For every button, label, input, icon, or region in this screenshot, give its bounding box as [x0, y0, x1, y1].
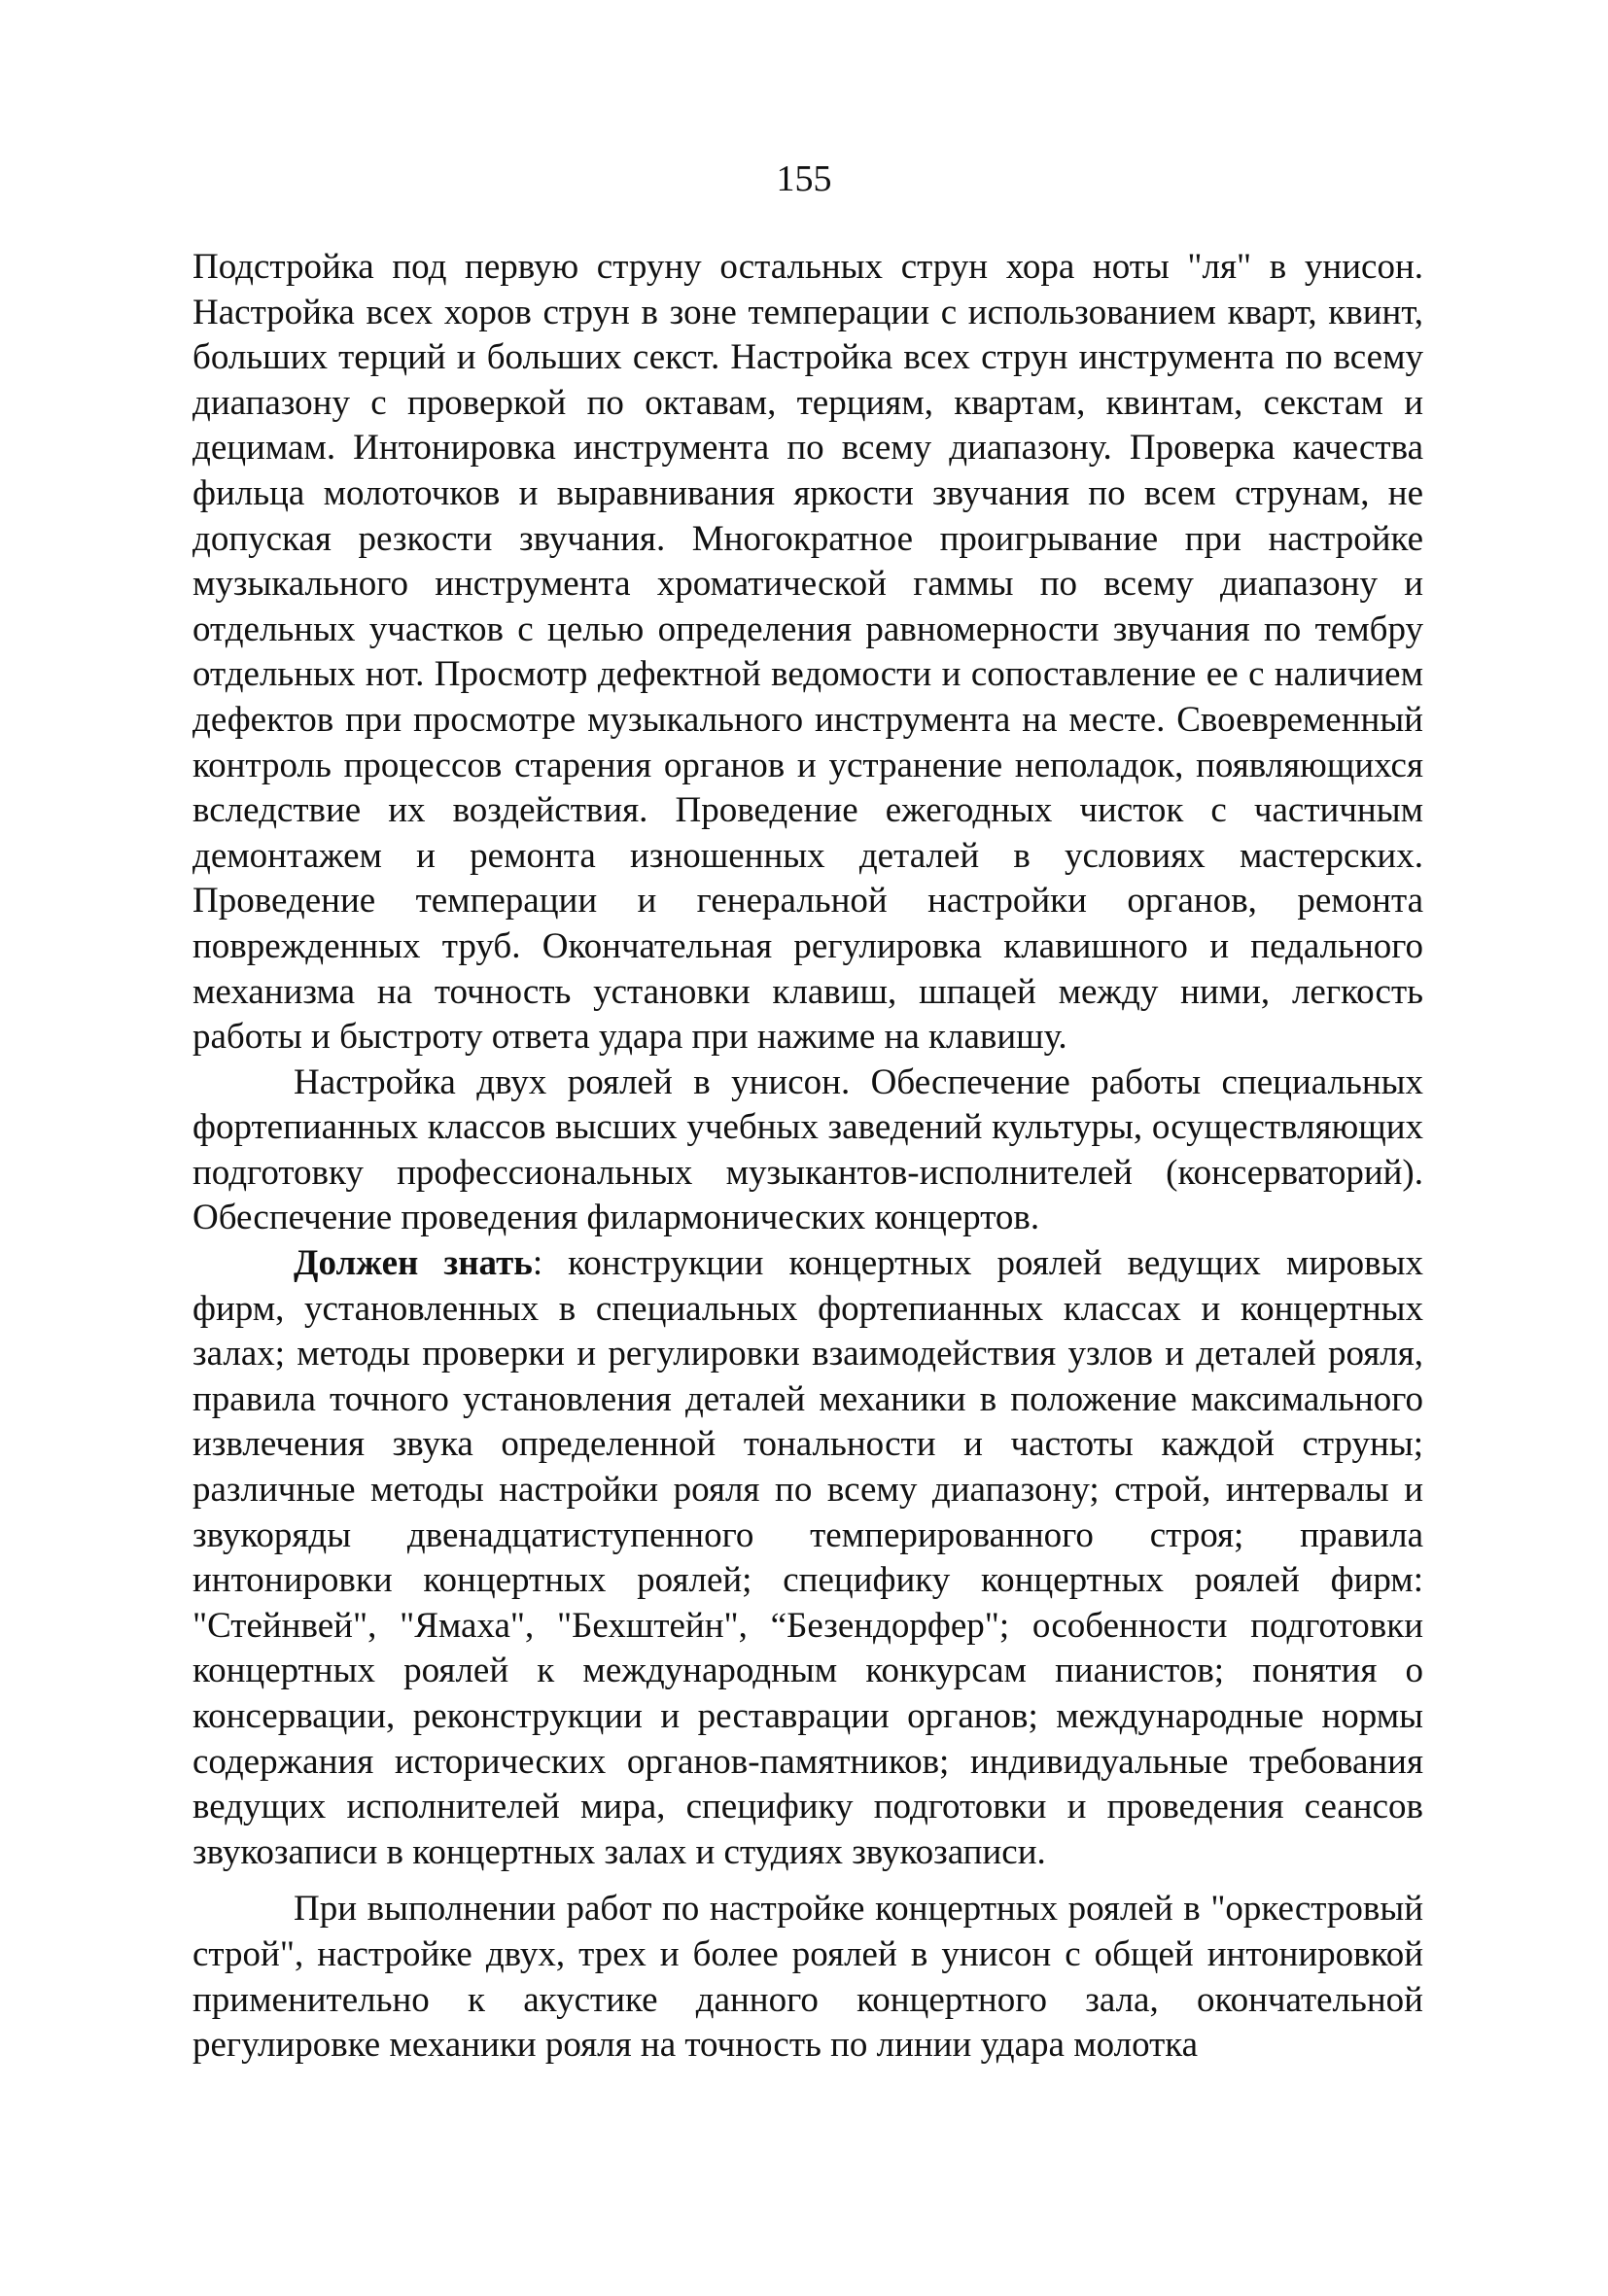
paragraph-1: Подстройка под первую струну остальных струн хора ноты "ля" в унисон. Настройка всех хоров струн в зоне темперации с использованием кварт, квинт, больших терций и больших секст. Настройка всех струн инструмента по всему диапазону с проверкой по октавам, терциям, квартам, квинтам, секстам и децимам. Интонировка инструмента по всему диапазону. Проверка качества фильца молоточков и выравнивания яркости звучания по всем струнам, не допуская резкости звучания. Многократное проигрывание при настройке музыкального инструмента хроматической гаммы по всему диапазону и отдельных участков с целью определения равномерности звучания по тембру отдельных нот. Просмотр дефектной ведомости и сопоставление ее с наличием дефектов при просмотре музыкального инструмента на месте. Своевременный контроль процессов старения органов и устранение неполадок, появляющихся вследствие их воздействия. Проведение ежегодных чисток с частичным демонтажем и ремонта изношенных деталей в условиях мастерских. Проведение темперации и генеральной настройки органов, ремонта поврежденных труб. Окончательная регулировка клавишного и педального механизма на точность установки клавиш, шпацей между ними, легкость работы и быстроту ответа удара при нажиме на клавишу.	[192, 247, 1423, 1058]
paragraph-3	[192, 1241, 1423, 1875]
body-text	[192, 245, 1423, 2069]
paragraph-2: Настройка двух роялей в унисон. Обеспечение работы специальных фортепианных классов высших учебных заведений культуры, осуществляющих подготовку профессиональных музыкантов-исполнителей (консерваторий). Обеспечение проведения филармонических концертов.	[192, 1061, 1423, 1238]
paragraph-4: При выполнении работ по настройке концертных роялей в "оркестровый строй", настройке двух, трех и более роялей в унисон с общей интонировкой применительно к акустике данного концертного зала, окончательной регулировке механики рояля на точность по линии удара молотка	[192, 1889, 1423, 2066]
paragraph-3-term: Должен знать	[294, 1243, 533, 1284]
paragraph-3-text: : конструкции концертных роялей ведущих мировых фирм, установленных в специальных фортепианных классах и концертных залах; методы проверки и регулировки взаимодействия узлов и деталей рояля, правила точного установления деталей механики в положение максимального извлечения звука определенной тональности и частоты каждой струны; различные методы настройки рояля по всему диапазону; строй, интервалы и звукоряды двенадцатиступенного темперированного строя; правила интонировки концертных роялей; специфику концертных роялей фирм: "Стейнвей", "Ямаха", "Бехштейн", “Безендорфер"; особенности подготовки концертных роялей к международным конкурсам пианистов; понятия о консервации, реконструкции и реставрации органов; международные нормы содержания исторических органов-памятников; индивидуальные требования ведущих исполнителей мира, специфику подготовки и проведения сеансов звукозаписи в концертных залах и студиях звукозаписи.	[192, 1243, 1423, 1872]
page-number: 155	[776, 158, 832, 199]
